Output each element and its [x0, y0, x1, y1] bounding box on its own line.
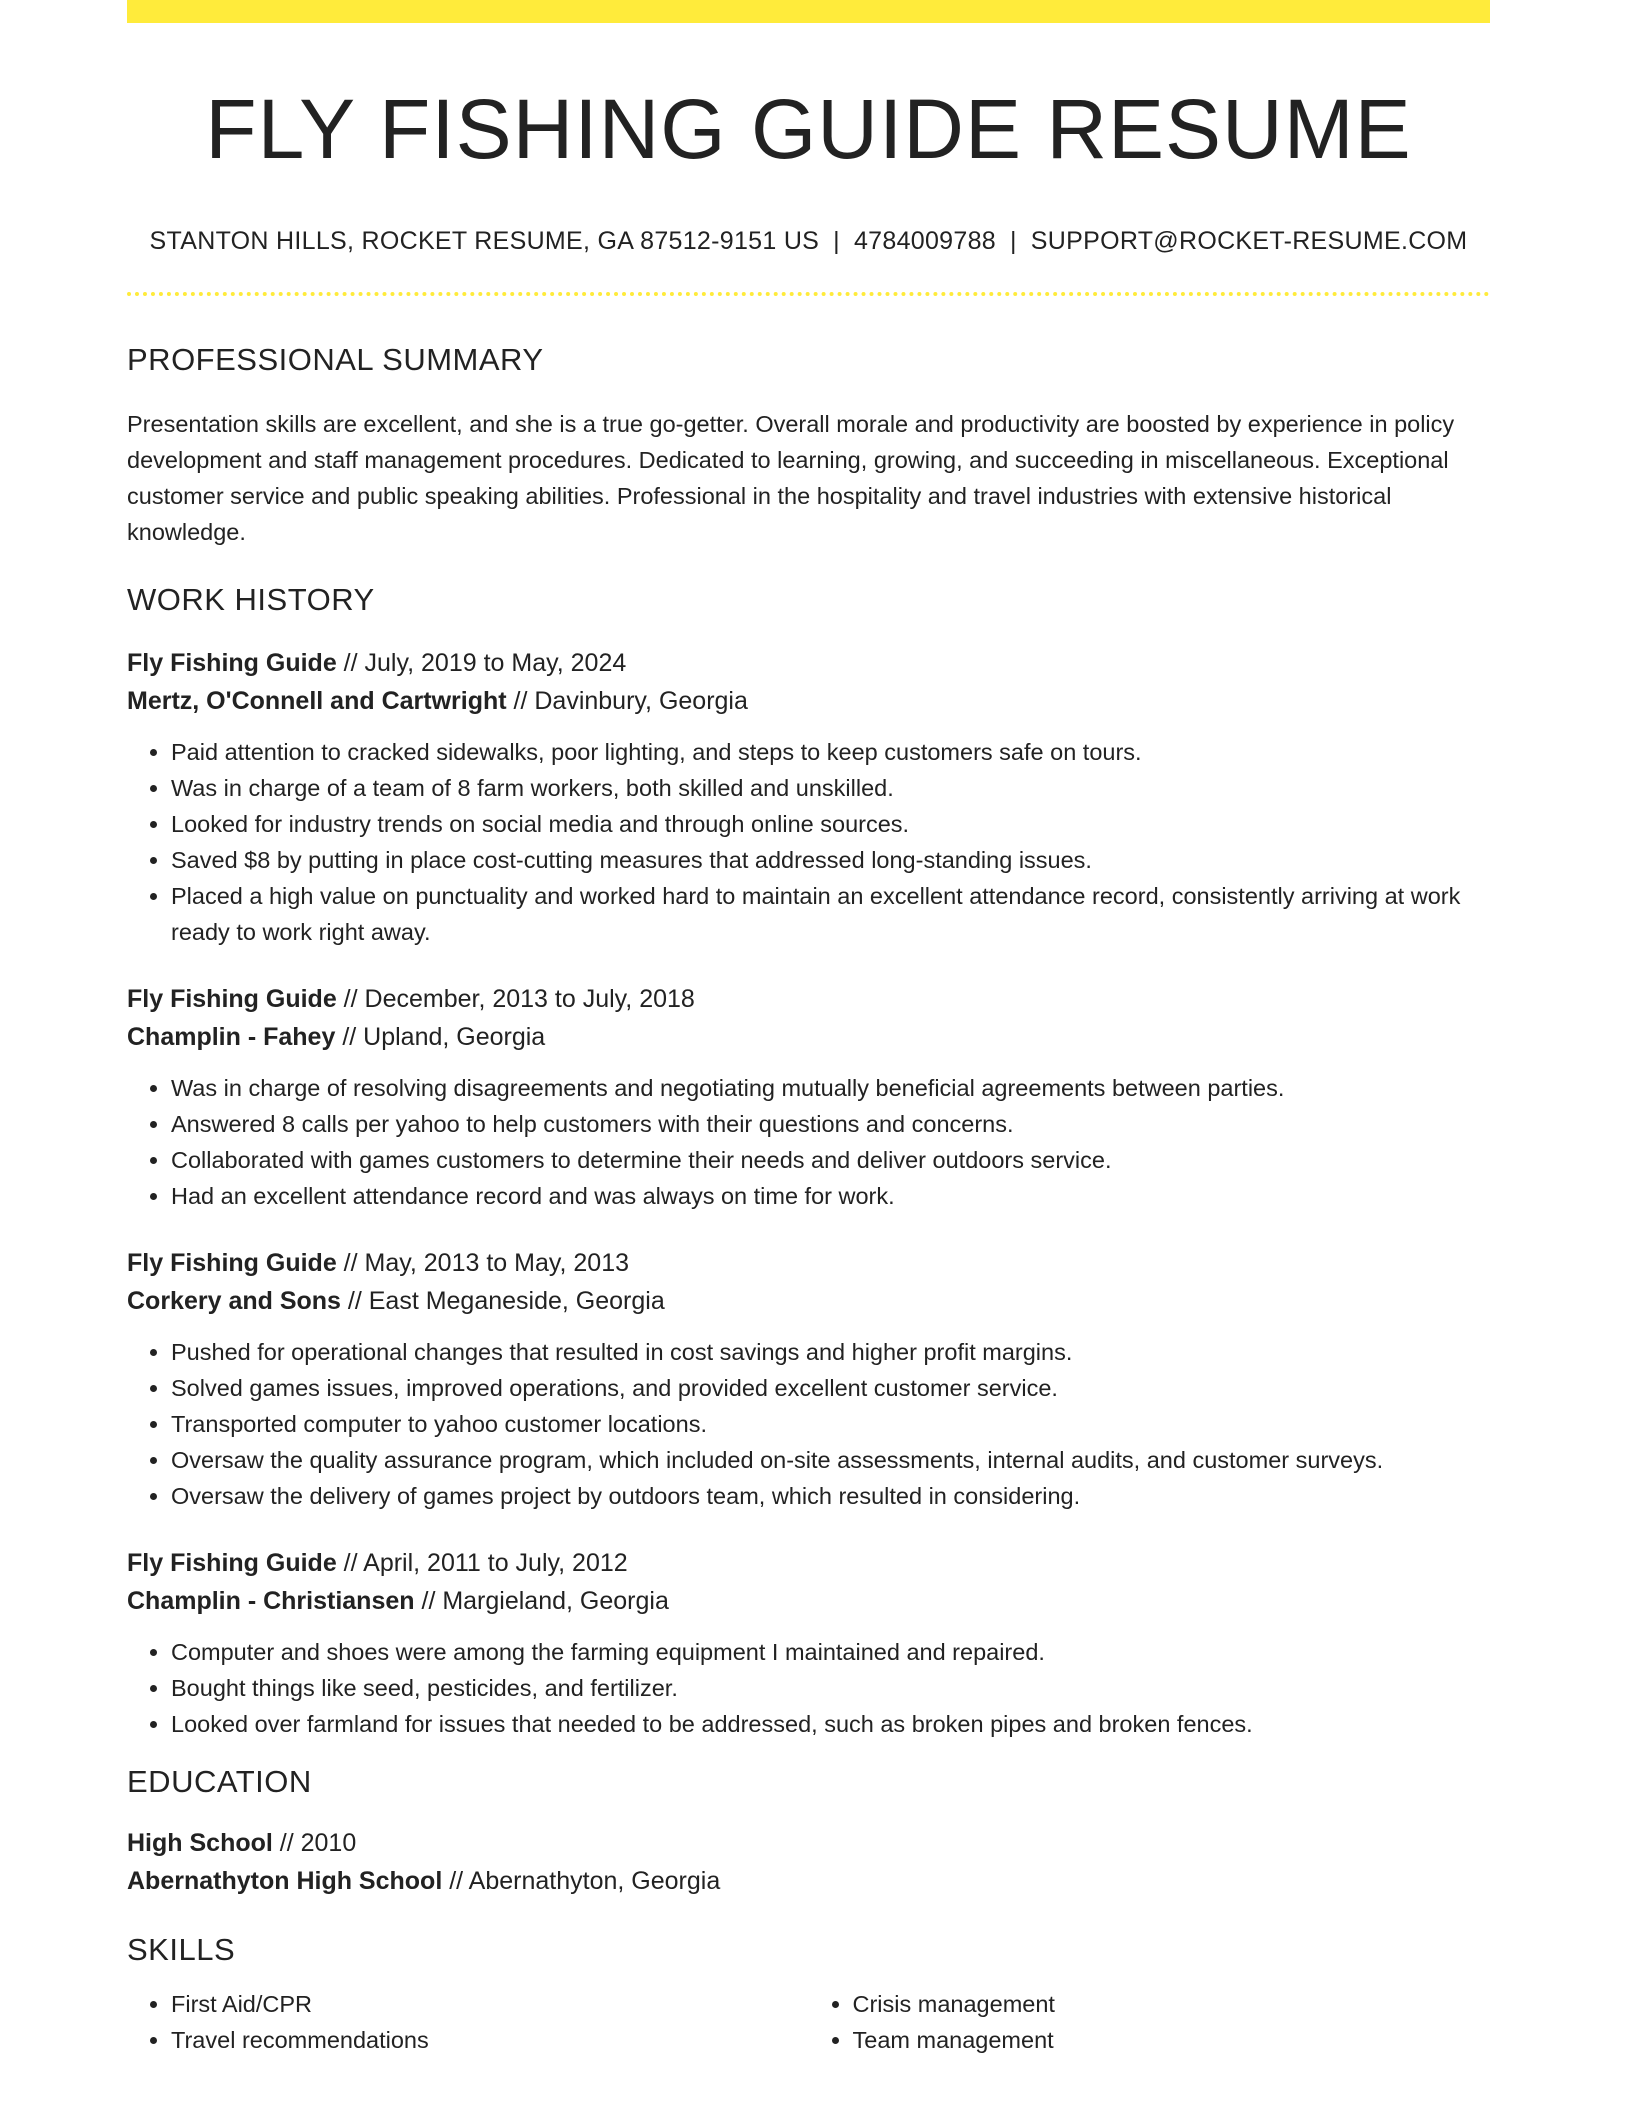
- education-degree-line: [127, 1824, 1490, 1862]
- job-bullet: • Looked for industry trends on social media and through online sources.: [171, 806, 1490, 842]
- section-heading-work-history: WORK HISTORY: [127, 582, 375, 618]
- skills-grid: [127, 1986, 1490, 2058]
- contact-separator: |: [1010, 227, 1017, 256]
- skill-item: • Team management: [853, 2022, 1491, 2058]
- education-year: // 2010: [272, 1829, 357, 1858]
- contact-email[interactable]: SUPPORT@ROCKET-RESUME.COM: [1030, 227, 1468, 256]
- job-bullet: • Pushed for operational changes that resulted in cost savings and higher profit margins.: [171, 1334, 1490, 1370]
- job-entry: [127, 980, 1490, 1214]
- job-company: Corkery and Sons: [127, 1287, 341, 1316]
- job-title-line: [127, 644, 1490, 682]
- job-bullet: • Looked over farmland for issues that needed to be addressed, such as broken pipes and broken fences.: [171, 1706, 1490, 1742]
- education-location: // Abernathyton, Georgia: [442, 1867, 721, 1896]
- job-bullet: • Saved $8 by putting in place cost-cutting measures that addressed long-standing issues.: [171, 842, 1490, 878]
- job-dates: // May, 2013 to May, 2013: [336, 1249, 630, 1278]
- resume-title: FLY FISHING GUIDE RESUME: [205, 82, 1412, 176]
- job-company-line: [127, 1282, 1490, 1320]
- job-dates: // July, 2019 to May, 2024: [336, 649, 627, 678]
- contact-address: STANTON HILLS, ROCKET RESUME, GA 87512-9151 US: [149, 227, 820, 256]
- education-degree: High School: [127, 1829, 273, 1858]
- work-history-list: [127, 644, 1490, 1742]
- job-company-line: [127, 1582, 1490, 1620]
- section-heading-skills: SKILLS: [127, 1932, 236, 1968]
- job-title: Fly Fishing Guide: [127, 649, 337, 678]
- education-entry: [127, 1824, 1490, 1900]
- job-bullets: [127, 734, 1490, 950]
- skills-column-left: [127, 1986, 809, 2058]
- job-entry: [127, 1544, 1490, 1742]
- job-bullets: [127, 1070, 1490, 1214]
- accent-top-bar: [127, 0, 1490, 23]
- job-bullet: • Was in charge of resolving disagreements and negotiating mutually beneficial agreements between parties.: [171, 1070, 1490, 1106]
- job-bullet: • Collaborated with games customers to determine their needs and deliver outdoors service.: [171, 1142, 1490, 1178]
- contact-separator: |: [833, 227, 840, 256]
- job-bullet: • Had an excellent attendance record and was always on time for work.: [171, 1178, 1490, 1214]
- job-bullet: • Was in charge of a team of 8 farm workers, both skilled and unskilled.: [171, 770, 1490, 806]
- contact-line: [127, 227, 1490, 256]
- job-bullet: • Computer and shoes were among the farming equipment I maintained and repaired.: [171, 1634, 1490, 1670]
- job-company: Champlin - Christiansen: [127, 1587, 415, 1616]
- job-company: Mertz, O'Connell and Cartwright: [127, 687, 507, 716]
- job-bullet: • Transported computer to yahoo customer locations.: [171, 1406, 1490, 1442]
- section-heading-summary: PROFESSIONAL SUMMARY: [127, 342, 544, 378]
- job-location: // Davinbury, Georgia: [506, 687, 748, 716]
- job-title: Fly Fishing Guide: [127, 1549, 337, 1578]
- resume-page: [127, 0, 1490, 2058]
- job-location: // Margieland, Georgia: [414, 1587, 669, 1616]
- summary-text: Presentation skills are excellent, and she is a true go-getter. Overall morale and productivity are boosted by experience in policy development and staff management procedures. Dedicated to learning, growing, and succeeding in miscellaneous. Exceptional customer service and public speaking abilities. Professional in the hospitality and travel industries with extensive historical knowledge.: [127, 411, 1455, 546]
- section-heading-education: EDUCATION: [127, 1764, 312, 1800]
- contact-phone[interactable]: 4784009788: [853, 227, 996, 256]
- job-dates: // April, 2011 to July, 2012: [336, 1549, 628, 1578]
- job-bullet: • Placed a high value on punctuality and worked hard to maintain an excellent attendance record, consistently arriving at work ready to work right away.: [171, 878, 1490, 950]
- job-bullet: • Paid attention to cracked sidewalks, poor lighting, and steps to keep customers safe on tours.: [171, 734, 1490, 770]
- skills-column-right: [809, 1986, 1491, 2058]
- job-entry: [127, 1244, 1490, 1514]
- education-school: Abernathyton High School: [127, 1867, 443, 1896]
- job-company-line: [127, 682, 1490, 720]
- job-title-line: [127, 1544, 1490, 1582]
- skill-item: • Travel recommendations: [171, 2022, 809, 2058]
- job-company: Champlin - Fahey: [127, 1023, 336, 1052]
- job-dates: // December, 2013 to July, 2018: [336, 985, 695, 1014]
- job-title-line: [127, 980, 1490, 1018]
- job-title: Fly Fishing Guide: [127, 985, 337, 1014]
- dotted-divider: [127, 292, 1490, 296]
- education-school-line: [127, 1862, 1490, 1900]
- job-bullet: • Oversaw the quality assurance program, which included on-site assessments, internal audits, and customer surveys.: [171, 1442, 1490, 1478]
- job-location: // Upland, Georgia: [335, 1023, 546, 1052]
- skill-item: • Crisis management: [853, 1986, 1491, 2022]
- skill-item: • First Aid/CPR: [171, 1986, 809, 2022]
- job-bullets: [127, 1334, 1490, 1514]
- job-title-line: [127, 1244, 1490, 1282]
- job-bullet: • Oversaw the delivery of games project by outdoors team, which resulted in considering.: [171, 1478, 1490, 1514]
- job-company-line: [127, 1018, 1490, 1056]
- job-entry: [127, 644, 1490, 950]
- job-bullet: • Answered 8 calls per yahoo to help customers with their questions and concerns.: [171, 1106, 1490, 1142]
- job-bullet: • Solved games issues, improved operations, and provided excellent customer service.: [171, 1370, 1490, 1406]
- job-bullets: [127, 1634, 1490, 1742]
- job-bullet: • Bought things like seed, pesticides, and fertilizer.: [171, 1670, 1490, 1706]
- job-location: // East Meganeside, Georgia: [340, 1287, 665, 1316]
- job-title: Fly Fishing Guide: [127, 1249, 337, 1278]
